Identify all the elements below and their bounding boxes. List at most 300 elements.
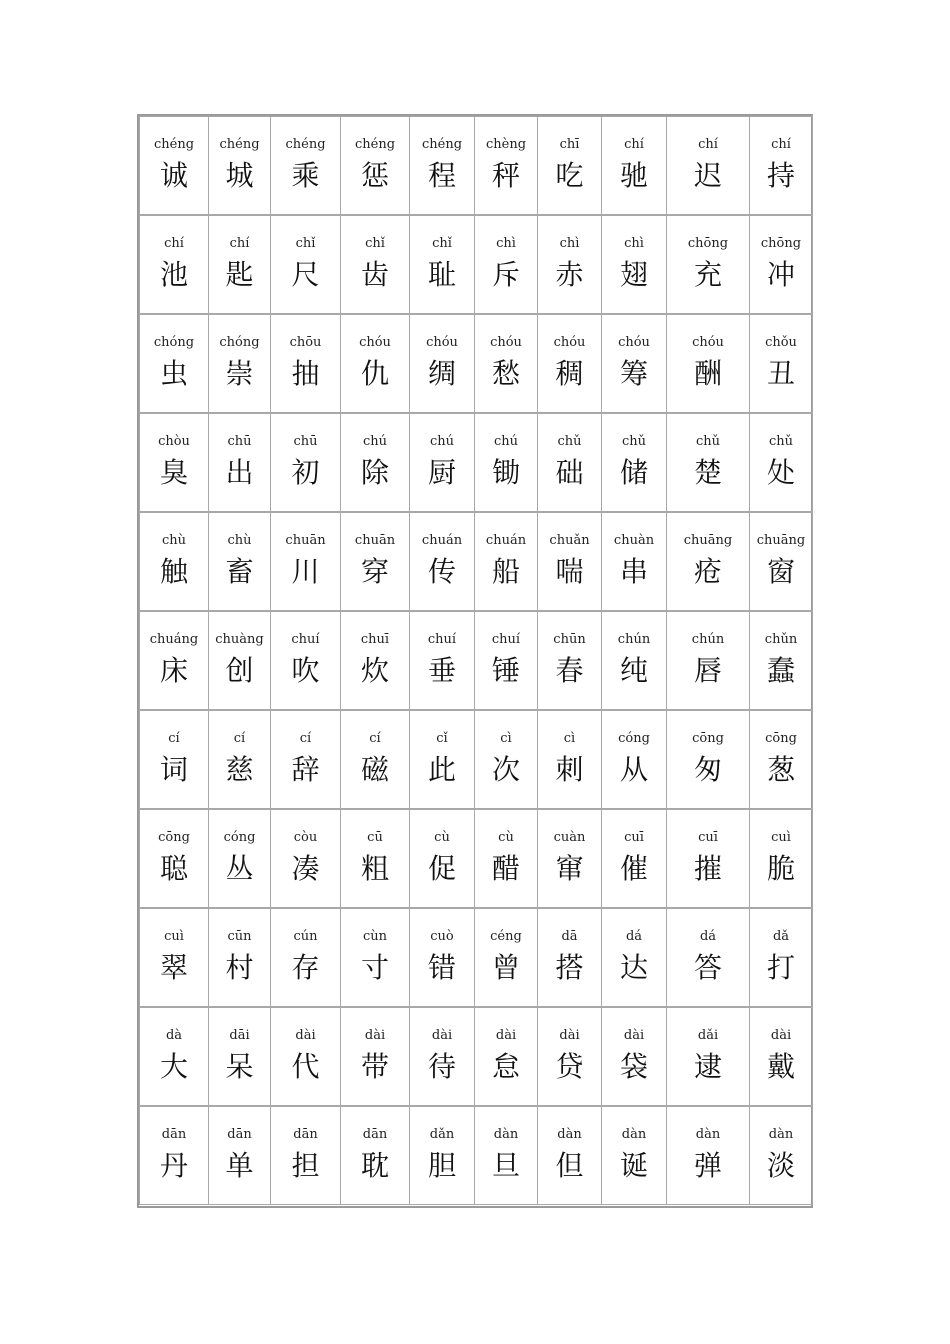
character-cell bbox=[139, 512, 209, 611]
pinyin-character-table bbox=[137, 114, 813, 1208]
hanzi-character: 吃 bbox=[555, 159, 584, 192]
character-cell bbox=[409, 809, 475, 908]
hanzi-character: 贷 bbox=[555, 1050, 584, 1083]
hanzi-character: 袋 bbox=[619, 1050, 648, 1083]
character-cell bbox=[666, 1007, 750, 1106]
pinyin-label: chū bbox=[293, 434, 318, 449]
pinyin-label: cù bbox=[434, 830, 450, 845]
character-cell bbox=[749, 314, 813, 413]
character-cell bbox=[601, 1106, 667, 1205]
hanzi-character: 尺 bbox=[291, 258, 320, 291]
hanzi-character: 疮 bbox=[693, 555, 722, 588]
pinyin-label: dān bbox=[362, 1127, 388, 1142]
hanzi-character: 充 bbox=[693, 258, 722, 291]
hanzi-character: 此 bbox=[427, 753, 456, 786]
pinyin-label: chōu bbox=[289, 335, 322, 350]
character-cell bbox=[666, 116, 750, 215]
character-cell bbox=[340, 1007, 410, 1106]
hanzi-character: 出 bbox=[225, 456, 254, 489]
character-cell bbox=[537, 512, 602, 611]
pinyin-label: cóng bbox=[223, 830, 256, 845]
hanzi-character: 稠 bbox=[555, 357, 584, 390]
hanzi-character: 丛 bbox=[225, 852, 254, 885]
pinyin-label: dài bbox=[431, 1028, 453, 1043]
pinyin-label: chù bbox=[161, 533, 187, 548]
pinyin-label: chú bbox=[362, 434, 388, 449]
character-cell bbox=[208, 314, 271, 413]
character-cell bbox=[208, 908, 271, 1007]
character-cell bbox=[270, 908, 341, 1007]
hanzi-character: 喘 bbox=[555, 555, 584, 588]
hanzi-character: 匙 bbox=[225, 258, 254, 291]
character-cell bbox=[601, 116, 667, 215]
pinyin-label: chǔ bbox=[621, 434, 647, 449]
character-cell bbox=[208, 1007, 271, 1106]
hanzi-character: 炊 bbox=[360, 654, 389, 687]
character-cell bbox=[474, 116, 538, 215]
pinyin-label: chuāng bbox=[756, 533, 806, 548]
hanzi-character: 池 bbox=[159, 258, 188, 291]
character-cell bbox=[537, 215, 602, 314]
character-cell bbox=[601, 710, 667, 809]
hanzi-character: 锄 bbox=[491, 456, 520, 489]
character-cell bbox=[208, 710, 271, 809]
character-cell bbox=[537, 116, 602, 215]
pinyin-label: dān bbox=[227, 1127, 252, 1142]
character-cell bbox=[666, 314, 750, 413]
pinyin-label: dàn bbox=[768, 1127, 794, 1142]
hanzi-character: 粗 bbox=[360, 852, 389, 885]
pinyin-label: cuī bbox=[698, 830, 718, 845]
character-cell bbox=[340, 314, 410, 413]
hanzi-character: 垂 bbox=[427, 654, 456, 687]
hanzi-character: 崇 bbox=[225, 357, 254, 390]
hanzi-character: 秤 bbox=[491, 159, 520, 192]
hanzi-character: 虫 bbox=[159, 357, 188, 390]
pinyin-label: chǔ bbox=[557, 434, 582, 449]
hanzi-character: 弹 bbox=[693, 1149, 722, 1182]
pinyin-label: chí bbox=[164, 236, 184, 251]
pinyin-label: cù bbox=[498, 830, 514, 845]
character-cell bbox=[666, 710, 750, 809]
character-cell bbox=[208, 809, 271, 908]
hanzi-character: 冲 bbox=[766, 258, 795, 291]
pinyin-label: dài bbox=[770, 1028, 792, 1043]
hanzi-character: 除 bbox=[360, 456, 389, 489]
hanzi-character: 村 bbox=[225, 951, 254, 984]
character-cell bbox=[537, 611, 602, 710]
character-cell bbox=[340, 710, 410, 809]
pinyin-label: chǔn bbox=[764, 632, 798, 647]
character-cell bbox=[537, 1106, 602, 1205]
character-cell bbox=[601, 314, 667, 413]
hanzi-character: 臭 bbox=[159, 456, 188, 489]
hanzi-character: 迟 bbox=[693, 159, 722, 192]
pinyin-label: dàn bbox=[621, 1127, 647, 1142]
hanzi-character: 楚 bbox=[693, 456, 722, 489]
pinyin-label: dāi bbox=[229, 1028, 250, 1043]
character-cell bbox=[340, 1106, 410, 1205]
hanzi-character: 触 bbox=[159, 555, 188, 588]
hanzi-character: 春 bbox=[555, 654, 584, 687]
pinyin-label: chì bbox=[496, 236, 516, 251]
pinyin-label: dā bbox=[561, 929, 578, 944]
character-cell bbox=[409, 1007, 475, 1106]
hanzi-character: 翅 bbox=[619, 258, 648, 291]
hanzi-character: 船 bbox=[491, 555, 520, 588]
pinyin-label: cóng bbox=[618, 731, 650, 746]
hanzi-character: 怠 bbox=[491, 1050, 520, 1083]
hanzi-character: 抽 bbox=[291, 357, 320, 390]
character-cell bbox=[409, 215, 475, 314]
character-cell bbox=[537, 1007, 602, 1106]
hanzi-character: 齿 bbox=[360, 258, 389, 291]
pinyin-label: chí bbox=[624, 137, 644, 152]
character-cell bbox=[601, 611, 667, 710]
hanzi-character: 诚 bbox=[159, 159, 188, 192]
character-cell bbox=[409, 512, 475, 611]
character-cell bbox=[270, 1007, 341, 1106]
character-cell bbox=[270, 710, 341, 809]
character-cell bbox=[270, 512, 341, 611]
hanzi-character: 次 bbox=[491, 753, 520, 786]
pinyin-label: dǎn bbox=[429, 1127, 455, 1142]
pinyin-label: cì bbox=[563, 731, 576, 746]
character-cell bbox=[666, 215, 750, 314]
pinyin-label: chún bbox=[617, 632, 651, 647]
hanzi-character: 畜 bbox=[225, 555, 254, 588]
character-cell bbox=[537, 908, 602, 1007]
pinyin-label: cí bbox=[168, 731, 180, 746]
hanzi-character: 凑 bbox=[291, 852, 320, 885]
hanzi-character: 慈 bbox=[225, 753, 254, 786]
pinyin-label: chóu bbox=[692, 335, 724, 350]
hanzi-character: 担 bbox=[291, 1149, 320, 1182]
hanzi-character: 曾 bbox=[491, 951, 520, 984]
hanzi-character: 惩 bbox=[360, 159, 389, 192]
character-cell bbox=[270, 1106, 341, 1205]
character-cell bbox=[208, 413, 271, 512]
character-cell bbox=[474, 215, 538, 314]
pinyin-label: cún bbox=[293, 929, 318, 944]
character-cell bbox=[666, 1106, 750, 1205]
hanzi-character: 耻 bbox=[427, 258, 456, 291]
character-cell bbox=[537, 413, 602, 512]
pinyin-label: dān bbox=[293, 1127, 318, 1142]
character-cell bbox=[139, 413, 209, 512]
pinyin-label: chí bbox=[771, 137, 791, 152]
pinyin-label: dài bbox=[364, 1028, 386, 1043]
pinyin-label: chōng bbox=[760, 236, 802, 251]
pinyin-label: dá bbox=[699, 929, 717, 944]
character-cell bbox=[474, 611, 538, 710]
pinyin-label: chuǎn bbox=[549, 533, 590, 548]
pinyin-label: chì bbox=[624, 236, 644, 251]
pinyin-label: chóu bbox=[426, 335, 458, 350]
hanzi-character: 呆 bbox=[225, 1050, 254, 1083]
pinyin-label: chǔ bbox=[768, 434, 794, 449]
hanzi-character: 筹 bbox=[619, 357, 648, 390]
hanzi-character: 存 bbox=[291, 951, 320, 984]
pinyin-label: cuàn bbox=[553, 830, 586, 845]
hanzi-character: 唇 bbox=[693, 654, 722, 687]
character-cell bbox=[270, 413, 341, 512]
hanzi-character: 初 bbox=[291, 456, 320, 489]
character-cell bbox=[208, 116, 271, 215]
hanzi-character: 床 bbox=[159, 654, 188, 687]
hanzi-character: 乘 bbox=[291, 159, 320, 192]
character-cell bbox=[749, 512, 813, 611]
character-cell bbox=[139, 908, 209, 1007]
pinyin-label: chuāng bbox=[683, 533, 733, 548]
character-cell bbox=[208, 611, 271, 710]
character-cell bbox=[749, 413, 813, 512]
pinyin-label: chūn bbox=[553, 632, 586, 647]
pinyin-label: cuì bbox=[771, 830, 791, 845]
character-cell bbox=[208, 512, 271, 611]
hanzi-character: 耽 bbox=[360, 1149, 389, 1182]
hanzi-character: 创 bbox=[225, 654, 254, 687]
pinyin-label: chéng bbox=[354, 137, 396, 152]
hanzi-character: 代 bbox=[291, 1050, 320, 1083]
character-cell bbox=[601, 512, 667, 611]
hanzi-character: 穿 bbox=[360, 555, 389, 588]
hanzi-character: 逮 bbox=[693, 1050, 722, 1083]
hanzi-character: 辞 bbox=[291, 753, 320, 786]
hanzi-character: 大 bbox=[159, 1050, 188, 1083]
character-cell bbox=[340, 413, 410, 512]
character-cell bbox=[139, 611, 209, 710]
pinyin-label: chuān bbox=[285, 533, 326, 548]
pinyin-label: dài bbox=[559, 1028, 580, 1043]
character-cell bbox=[139, 1106, 209, 1205]
character-cell bbox=[409, 116, 475, 215]
character-cell bbox=[340, 908, 410, 1007]
pinyin-label: chǔ bbox=[695, 434, 721, 449]
character-cell bbox=[537, 809, 602, 908]
character-cell bbox=[208, 1106, 271, 1205]
pinyin-label: chǐ bbox=[295, 236, 316, 251]
pinyin-label: chuí bbox=[427, 632, 457, 647]
pinyin-label: chuí bbox=[291, 632, 320, 647]
pinyin-label: chī bbox=[559, 137, 580, 152]
pinyin-label: chuáng bbox=[149, 632, 199, 647]
hanzi-character: 纯 bbox=[619, 654, 648, 687]
hanzi-character: 答 bbox=[693, 951, 722, 984]
character-cell bbox=[666, 611, 750, 710]
character-cell bbox=[270, 314, 341, 413]
pinyin-label: còu bbox=[293, 830, 318, 845]
character-cell bbox=[749, 611, 813, 710]
hanzi-character: 葱 bbox=[766, 753, 795, 786]
pinyin-label: chǒu bbox=[765, 335, 797, 350]
pinyin-label: dàn bbox=[557, 1127, 582, 1142]
hanzi-character: 但 bbox=[555, 1149, 584, 1182]
hanzi-character: 寸 bbox=[360, 951, 389, 984]
character-cell bbox=[409, 413, 475, 512]
hanzi-character: 脆 bbox=[766, 852, 795, 885]
character-cell bbox=[601, 908, 667, 1007]
hanzi-character: 翠 bbox=[159, 951, 188, 984]
character-cell bbox=[474, 809, 538, 908]
pinyin-label: chéng bbox=[285, 137, 326, 152]
hanzi-character: 仇 bbox=[360, 357, 389, 390]
pinyin-label: chóu bbox=[490, 335, 522, 350]
hanzi-character: 驰 bbox=[619, 159, 648, 192]
pinyin-label: chòu bbox=[158, 434, 190, 449]
pinyin-label: chéng bbox=[153, 137, 195, 152]
pinyin-label: chóu bbox=[618, 335, 650, 350]
hanzi-character: 促 bbox=[427, 852, 456, 885]
character-cell bbox=[601, 1007, 667, 1106]
hanzi-character: 赤 bbox=[555, 258, 584, 291]
pinyin-label: cí bbox=[233, 731, 246, 746]
pinyin-label: cōng bbox=[158, 830, 190, 845]
hanzi-character: 待 bbox=[427, 1050, 456, 1083]
character-cell bbox=[139, 116, 209, 215]
hanzi-character: 刺 bbox=[555, 753, 584, 786]
character-cell bbox=[666, 512, 750, 611]
character-cell bbox=[749, 1106, 813, 1205]
pinyin-label: céng bbox=[490, 929, 522, 944]
pinyin-label: cūn bbox=[227, 929, 252, 944]
pinyin-label: chèng bbox=[485, 137, 527, 152]
pinyin-label: cí bbox=[299, 731, 312, 746]
pinyin-label: cí bbox=[369, 731, 381, 746]
pinyin-label: chuàn bbox=[613, 533, 655, 548]
pinyin-label: cuì bbox=[164, 929, 184, 944]
character-cell bbox=[666, 908, 750, 1007]
hanzi-character: 串 bbox=[619, 555, 648, 588]
hanzi-character: 摧 bbox=[693, 852, 722, 885]
pinyin-label: chǐ bbox=[432, 236, 452, 251]
character-cell bbox=[749, 215, 813, 314]
character-cell bbox=[749, 809, 813, 908]
hanzi-character: 打 bbox=[766, 951, 795, 984]
pinyin-label: dài bbox=[495, 1028, 517, 1043]
character-cell bbox=[409, 314, 475, 413]
pinyin-label: dà bbox=[165, 1028, 183, 1043]
character-cell bbox=[409, 611, 475, 710]
character-cell bbox=[537, 314, 602, 413]
hanzi-character: 催 bbox=[619, 852, 648, 885]
character-cell bbox=[601, 809, 667, 908]
hanzi-character: 醋 bbox=[491, 852, 520, 885]
character-cell bbox=[139, 1007, 209, 1106]
hanzi-character: 川 bbox=[291, 555, 320, 588]
character-cell bbox=[340, 512, 410, 611]
hanzi-character: 蠢 bbox=[766, 654, 795, 687]
character-cell bbox=[537, 710, 602, 809]
pinyin-label: dàn bbox=[493, 1127, 519, 1142]
character-cell bbox=[270, 215, 341, 314]
character-cell bbox=[139, 710, 209, 809]
pinyin-label: cùn bbox=[362, 929, 388, 944]
character-cell bbox=[340, 215, 410, 314]
character-cell bbox=[270, 116, 341, 215]
pinyin-label: chéng bbox=[219, 137, 260, 152]
character-cell bbox=[666, 413, 750, 512]
pinyin-label: chí bbox=[229, 236, 250, 251]
pinyin-label: cōng bbox=[765, 731, 797, 746]
character-cell bbox=[409, 710, 475, 809]
pinyin-label: chuán bbox=[421, 533, 463, 548]
pinyin-label: cuò bbox=[430, 929, 454, 944]
character-cell bbox=[474, 314, 538, 413]
character-cell bbox=[474, 413, 538, 512]
pinyin-label: chōng bbox=[687, 236, 729, 251]
character-cell bbox=[749, 1007, 813, 1106]
pinyin-label: cǐ bbox=[436, 731, 448, 746]
pinyin-label: cū bbox=[367, 830, 383, 845]
hanzi-character: 锤 bbox=[491, 654, 520, 687]
hanzi-character: 吹 bbox=[291, 654, 320, 687]
character-cell bbox=[208, 215, 271, 314]
pinyin-label: dān bbox=[161, 1127, 187, 1142]
hanzi-character: 匆 bbox=[693, 753, 722, 786]
hanzi-character: 处 bbox=[766, 456, 795, 489]
pinyin-label: chú bbox=[493, 434, 519, 449]
hanzi-character: 城 bbox=[225, 159, 254, 192]
character-cell bbox=[474, 512, 538, 611]
pinyin-label: dài bbox=[295, 1028, 316, 1043]
character-cell bbox=[409, 908, 475, 1007]
character-cell bbox=[139, 215, 209, 314]
pinyin-label: dǎ bbox=[772, 929, 790, 944]
pinyin-label: chú bbox=[429, 434, 455, 449]
hanzi-character: 带 bbox=[360, 1050, 389, 1083]
hanzi-character: 词 bbox=[159, 753, 188, 786]
hanzi-character: 磁 bbox=[360, 753, 389, 786]
character-cell bbox=[601, 215, 667, 314]
pinyin-label: chuān bbox=[354, 533, 396, 548]
hanzi-character: 斥 bbox=[491, 258, 520, 291]
pinyin-label: cì bbox=[500, 731, 512, 746]
hanzi-character: 错 bbox=[427, 951, 456, 984]
hanzi-character: 储 bbox=[619, 456, 648, 489]
pinyin-label: chóu bbox=[359, 335, 391, 350]
pinyin-label: dǎi bbox=[697, 1028, 719, 1043]
pinyin-label: chóng bbox=[153, 335, 195, 350]
pinyin-label: chóu bbox=[553, 335, 586, 350]
hanzi-character: 程 bbox=[427, 159, 456, 192]
character-cell bbox=[474, 1106, 538, 1205]
character-cell bbox=[749, 710, 813, 809]
pinyin-label: chéng bbox=[421, 137, 463, 152]
character-cell bbox=[270, 611, 341, 710]
hanzi-character: 窜 bbox=[555, 852, 584, 885]
pinyin-label: chí bbox=[698, 137, 718, 152]
hanzi-character: 绸 bbox=[427, 357, 456, 390]
character-cell bbox=[474, 710, 538, 809]
character-cell bbox=[409, 1106, 475, 1205]
hanzi-character: 愁 bbox=[491, 357, 520, 390]
hanzi-character: 传 bbox=[427, 555, 456, 588]
hanzi-character: 厨 bbox=[427, 456, 456, 489]
pinyin-label: dàn bbox=[695, 1127, 721, 1142]
character-cell bbox=[139, 314, 209, 413]
hanzi-character: 达 bbox=[619, 951, 648, 984]
character-cell bbox=[474, 1007, 538, 1106]
hanzi-character: 旦 bbox=[491, 1149, 520, 1182]
pinyin-label: chù bbox=[227, 533, 252, 548]
character-cell bbox=[139, 809, 209, 908]
pinyin-label: chún bbox=[691, 632, 725, 647]
hanzi-character: 聪 bbox=[159, 852, 188, 885]
hanzi-character: 从 bbox=[619, 753, 648, 786]
character-cell bbox=[749, 116, 813, 215]
character-cell bbox=[340, 809, 410, 908]
